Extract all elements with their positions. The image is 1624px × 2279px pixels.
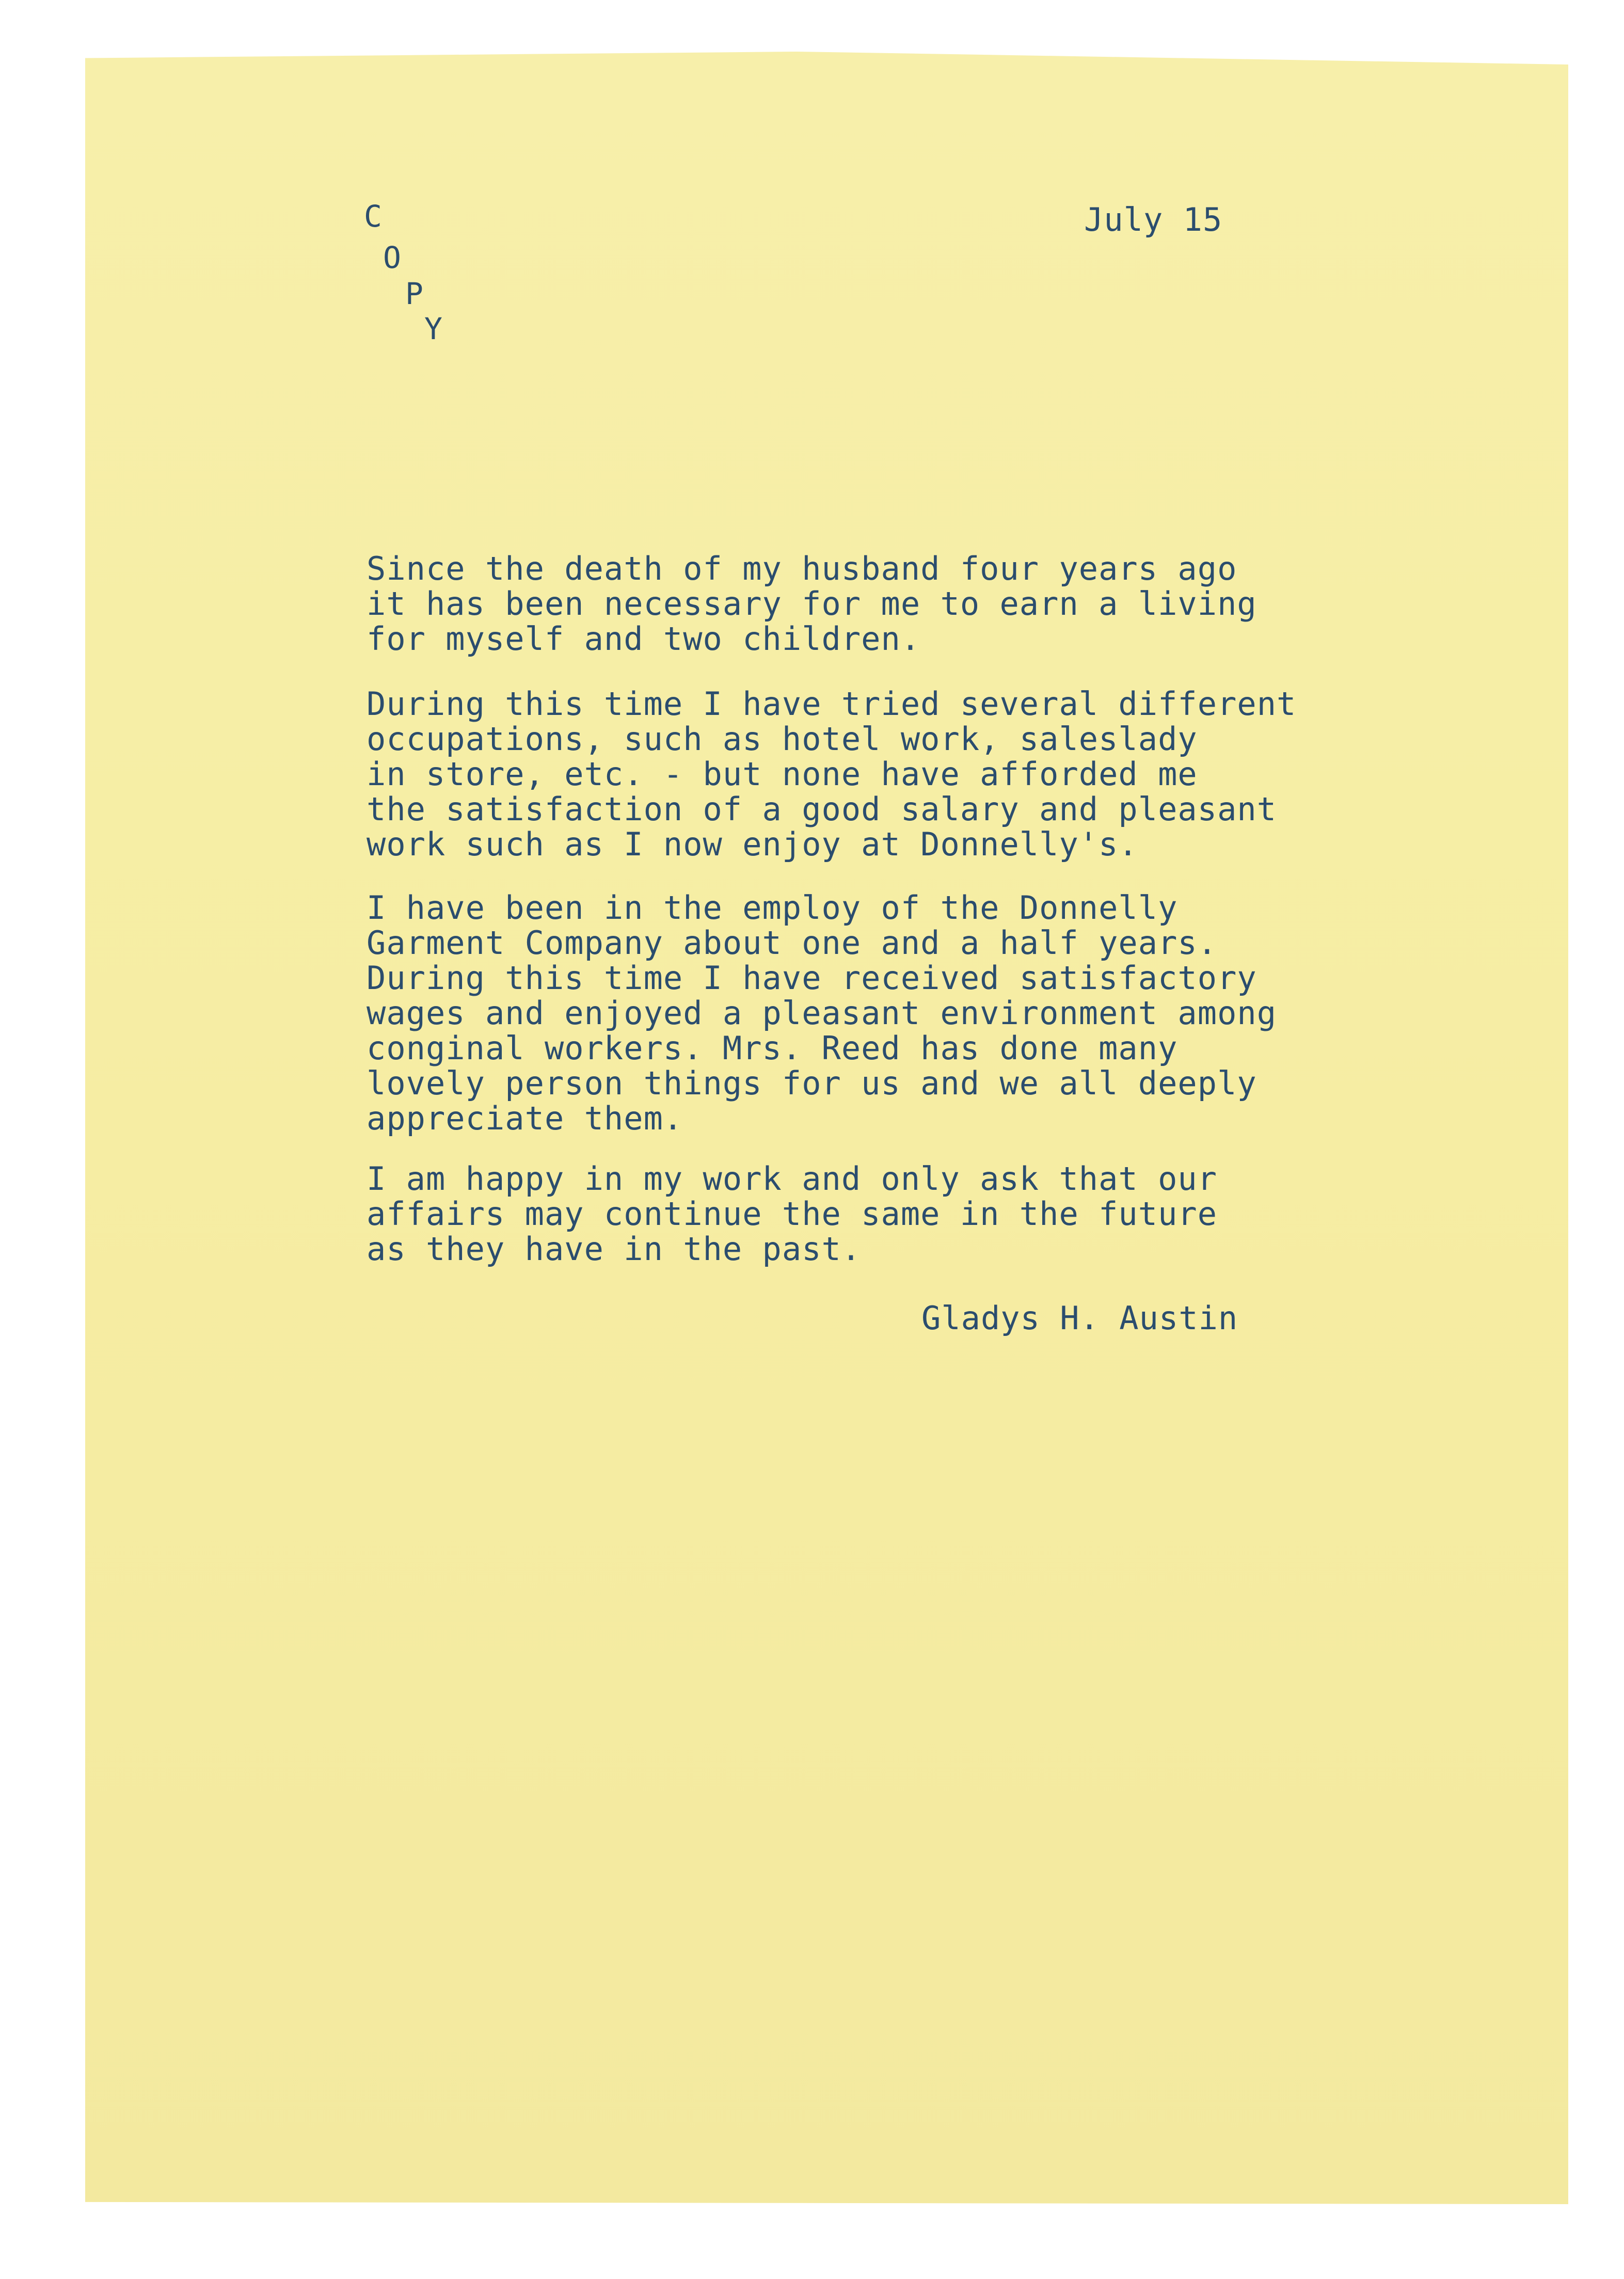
paragraph-line: wages and enjoyed a pleasant environment among	[367, 994, 1277, 1032]
paragraph-line: During this time I have received satisfactory	[367, 959, 1257, 997]
copy-mark-y: Y	[424, 311, 442, 346]
letter-date: July 15	[1084, 201, 1223, 238]
paragraph-line: it has been necessary for me to earn a living	[367, 585, 1257, 623]
paragraph-3	[367, 890, 1277, 1136]
paragraph-line: as they have in the past.	[367, 1230, 862, 1268]
signature: Gladys H. Austin	[921, 1299, 1238, 1337]
paragraph-line: During this time I have tried several different	[367, 685, 1297, 723]
copy-mark-p: P	[405, 276, 423, 311]
paragraph-line: occupations, such as hotel work, saleslady	[367, 720, 1198, 758]
paragraph-line: lovely person things for us and we all deeply	[367, 1064, 1257, 1102]
paragraph-2	[367, 687, 1296, 862]
paragraph-1	[367, 551, 1257, 657]
paragraph-line: appreciate them.	[367, 1099, 683, 1137]
paragraph-line: I am happy in my work and only ask that our	[367, 1160, 1218, 1198]
paragraph-line: in store, etc. - but none have afforded me	[367, 755, 1198, 793]
paragraph-line: Since the death of my husband four years ago	[367, 550, 1237, 587]
paragraph-4	[367, 1161, 1217, 1267]
paragraph-line: work such as I now enjoy at Donnelly's.	[367, 825, 1138, 863]
paragraph-line: Garment Company about one and a half years.	[367, 924, 1218, 962]
paragraph-line: conginal workers. Mrs. Reed has done many	[367, 1029, 1178, 1067]
paragraph-line: I have been in the employ of the Donnelly	[367, 889, 1178, 927]
paragraph-line: for myself and two children.	[367, 620, 921, 658]
paragraph-line: the satisfaction of a good salary and pleasant	[367, 790, 1277, 828]
paragraph-line: affairs may continue the same in the future	[367, 1195, 1218, 1233]
copy-mark-c: C	[364, 199, 382, 234]
copy-mark-o: O	[383, 240, 401, 275]
